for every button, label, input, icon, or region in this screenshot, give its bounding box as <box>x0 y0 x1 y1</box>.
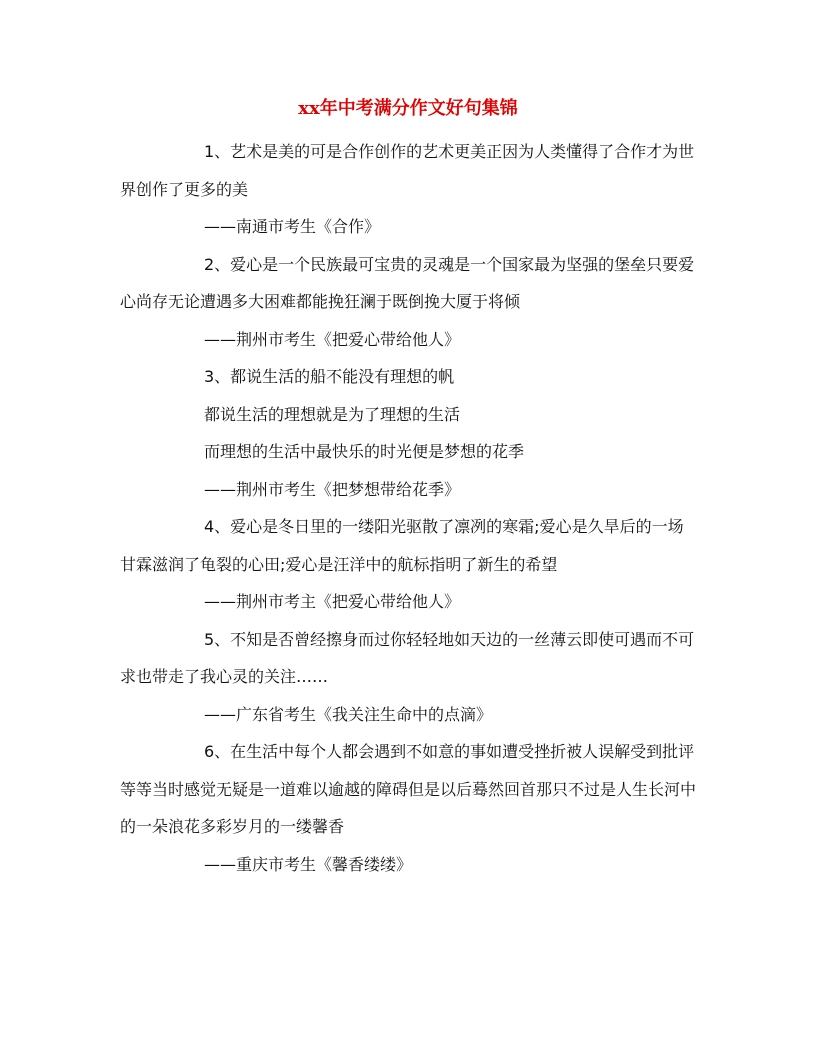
entry-4-attribution: ——荆州市考主《把爱心带给他人》 <box>204 592 461 611</box>
entry-2-attribution: ——荆州市考生《把爱心带给他人》 <box>204 329 461 349</box>
entry-6-attribution: ——重庆市考生《馨香缕缕》 <box>204 854 413 874</box>
page-title: xx年中考满分作文好句集锦 <box>298 98 518 119</box>
entry-5-text: 5、不知是否曾经擦身而过你轻轻地如天边的一丝薄云即使可遇而不可求也带走了我心灵的关注…… <box>120 629 695 686</box>
entry-1-text: 1、艺术是美的可是合作创作的艺术更美正因为人类懂得了合作才为世界创作了更多的美 <box>120 142 695 199</box>
document-body <box>120 133 696 883</box>
entry-5-attribution: ——广东省考生《我关注生命中的点滴》 <box>204 704 493 724</box>
entry-3-text: 3、都说生活的船不能没有理想的帆 <box>204 367 455 386</box>
entry-3-attribution: ——荆州市考生《把梦想带给花季》 <box>204 479 461 499</box>
entry-4-text: 4、爱心是冬日里的一缕阳光驱散了凛冽的寒霜;爱心是久旱后的一场甘霖滋润了龟裂的心田;爱心是汪洋中的航标指明了新生的希望 <box>120 517 684 574</box>
entry-6-text: 6、在生活中每个人都会遇到不如意的事如遭受挫折被人误解受到批评等等当时感觉无疑是一道难以逾越的障碍但是以后蓦然回首那只不过是人生长河中的一朵浪花多彩岁月的一缕馨香 <box>120 742 697 836</box>
entry-3-verse-1: 都说生活的理想就是为了理想的生活 <box>204 404 461 424</box>
entry-2-text: 2、爱心是一个民族最可宝贵的灵魂是一个国家最为坚强的堡垒只要爱心尚存无论遭遇多大困难都能挽狂澜于既倒挽大厦于将倾 <box>120 254 695 311</box>
entry-3-verse-2: 而理想的生活中最快乐的时光便是梦想的花季 <box>204 442 525 461</box>
entry-1-attribution: ——南通市考生《合作》 <box>204 217 381 236</box>
